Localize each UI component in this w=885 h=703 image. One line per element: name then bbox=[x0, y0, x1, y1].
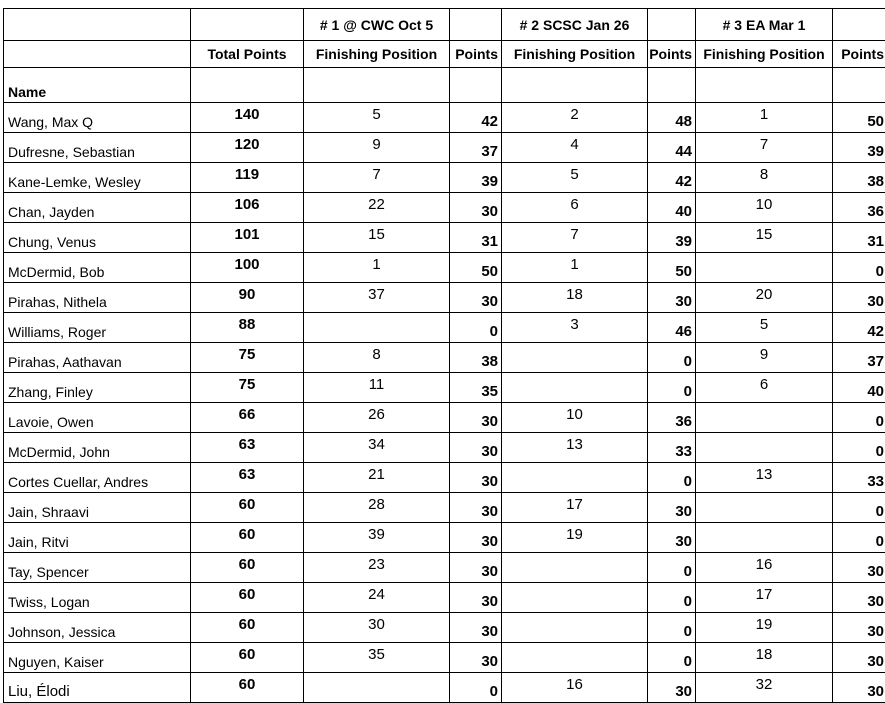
event3-title: # 3 EA Mar 1 bbox=[696, 9, 833, 41]
event1-position: 11 bbox=[304, 373, 450, 403]
event1-points: 30 bbox=[450, 193, 502, 223]
event3-points: 39 bbox=[833, 133, 885, 163]
finishing-position-header: Finishing Position bbox=[502, 41, 648, 68]
event2-position: 6 bbox=[502, 193, 648, 223]
event3-points: 38 bbox=[833, 163, 885, 193]
event1-position: 22 bbox=[304, 193, 450, 223]
player-name: Cortes Cuellar, Andres bbox=[4, 463, 191, 493]
event2-points: 33 bbox=[648, 433, 696, 463]
event1-position: 39 bbox=[304, 523, 450, 553]
event3-position: 15 bbox=[696, 223, 833, 253]
event3-points: 0 bbox=[833, 493, 885, 523]
event1-position: 26 bbox=[304, 403, 450, 433]
player-name: Jain, Shraavi bbox=[4, 493, 191, 523]
player-name: Zhang, Finley bbox=[4, 373, 191, 403]
event1-points: 35 bbox=[450, 373, 502, 403]
player-name: Dufresne, Sebastian bbox=[4, 133, 191, 163]
player-name: Tay, Spencer bbox=[4, 553, 191, 583]
total-points: 140 bbox=[191, 103, 304, 133]
event1-points: 39 bbox=[450, 163, 502, 193]
event2-position bbox=[502, 343, 648, 373]
total-points: 60 bbox=[191, 583, 304, 613]
event3-points: 42 bbox=[833, 313, 885, 343]
player-name: McDermid, John bbox=[4, 433, 191, 463]
total-points: 75 bbox=[191, 373, 304, 403]
event3-points: 31 bbox=[833, 223, 885, 253]
table-row bbox=[4, 553, 885, 583]
event3-position: 16 bbox=[696, 553, 833, 583]
player-name: Pirahas, Aathavan bbox=[4, 343, 191, 373]
event2-points: 0 bbox=[648, 643, 696, 673]
event3-position: 20 bbox=[696, 283, 833, 313]
event1-points: 30 bbox=[450, 523, 502, 553]
standings-table bbox=[3, 8, 885, 703]
player-name: Liu, Élodi bbox=[4, 673, 191, 703]
event2-position: 19 bbox=[502, 523, 648, 553]
table-row bbox=[4, 463, 885, 493]
total-points: 90 bbox=[191, 283, 304, 313]
event1-position: 23 bbox=[304, 553, 450, 583]
event3-position: 18 bbox=[696, 643, 833, 673]
event2-position: 13 bbox=[502, 433, 648, 463]
event1-points: 30 bbox=[450, 583, 502, 613]
event2-points: 40 bbox=[648, 193, 696, 223]
blank-cell bbox=[648, 9, 696, 41]
event2-points: 0 bbox=[648, 373, 696, 403]
event2-points: 44 bbox=[648, 133, 696, 163]
event3-points: 30 bbox=[833, 583, 885, 613]
event3-points: 36 bbox=[833, 193, 885, 223]
blank-cell bbox=[833, 9, 885, 41]
table-row bbox=[4, 313, 885, 343]
event1-points: 38 bbox=[450, 343, 502, 373]
event1-position: 28 bbox=[304, 493, 450, 523]
player-name: Wang, Max Q bbox=[4, 103, 191, 133]
blank-cell bbox=[648, 68, 696, 103]
event3-points: 30 bbox=[833, 613, 885, 643]
event1-points: 30 bbox=[450, 643, 502, 673]
event3-position bbox=[696, 523, 833, 553]
event1-position: 21 bbox=[304, 463, 450, 493]
event1-position: 15 bbox=[304, 223, 450, 253]
blank-cell bbox=[304, 68, 450, 103]
event2-points: 42 bbox=[648, 163, 696, 193]
event2-position bbox=[502, 553, 648, 583]
event1-points: 30 bbox=[450, 613, 502, 643]
blank-cell bbox=[4, 9, 191, 41]
event3-points: 0 bbox=[833, 403, 885, 433]
event3-position: 6 bbox=[696, 373, 833, 403]
total-points: 101 bbox=[191, 223, 304, 253]
event2-points: 30 bbox=[648, 283, 696, 313]
event2-points: 0 bbox=[648, 463, 696, 493]
event2-position: 18 bbox=[502, 283, 648, 313]
finishing-position-header: Finishing Position bbox=[304, 41, 450, 68]
table-row bbox=[4, 403, 885, 433]
event3-points: 30 bbox=[833, 553, 885, 583]
event3-position bbox=[696, 403, 833, 433]
event1-points: 42 bbox=[450, 103, 502, 133]
table-row bbox=[4, 133, 885, 163]
event1-points: 30 bbox=[450, 433, 502, 463]
player-name: Twiss, Logan bbox=[4, 583, 191, 613]
event2-position bbox=[502, 613, 648, 643]
total-points: 63 bbox=[191, 463, 304, 493]
player-name: Chan, Jayden bbox=[4, 193, 191, 223]
event1-position: 8 bbox=[304, 343, 450, 373]
table-row bbox=[4, 343, 885, 373]
event2-position bbox=[502, 643, 648, 673]
event2-position bbox=[502, 463, 648, 493]
column-header-row bbox=[4, 41, 885, 68]
total-points: 60 bbox=[191, 523, 304, 553]
table-row bbox=[4, 283, 885, 313]
points-header: Points bbox=[833, 41, 885, 68]
event2-points: 39 bbox=[648, 223, 696, 253]
event3-position: 32 bbox=[696, 673, 833, 703]
player-name: Kane-Lemke, Wesley bbox=[4, 163, 191, 193]
blank-cell bbox=[4, 41, 191, 68]
event2-position: 1 bbox=[502, 253, 648, 283]
total-points: 63 bbox=[191, 433, 304, 463]
event1-points: 30 bbox=[450, 283, 502, 313]
total-points: 66 bbox=[191, 403, 304, 433]
event3-position: 10 bbox=[696, 193, 833, 223]
event2-points: 36 bbox=[648, 403, 696, 433]
event3-points: 0 bbox=[833, 523, 885, 553]
table-row bbox=[4, 493, 885, 523]
event2-points: 0 bbox=[648, 553, 696, 583]
total-points: 60 bbox=[191, 673, 304, 703]
total-points: 60 bbox=[191, 613, 304, 643]
event-header-row bbox=[4, 9, 885, 41]
table-row bbox=[4, 613, 885, 643]
player-name: Pirahas, Nithela bbox=[4, 283, 191, 313]
total-points: 88 bbox=[191, 313, 304, 343]
event2-position bbox=[502, 583, 648, 613]
event3-position: 19 bbox=[696, 613, 833, 643]
event2-position: 4 bbox=[502, 133, 648, 163]
player-name: McDermid, Bob bbox=[4, 253, 191, 283]
table-row bbox=[4, 103, 885, 133]
event1-position bbox=[304, 673, 450, 703]
event3-points: 50 bbox=[833, 103, 885, 133]
blank-cell bbox=[696, 68, 833, 103]
event2-position: 7 bbox=[502, 223, 648, 253]
total-points: 60 bbox=[191, 643, 304, 673]
event1-title: # 1 @ CWC Oct 5 bbox=[304, 9, 450, 41]
event3-position bbox=[696, 433, 833, 463]
event1-position: 9 bbox=[304, 133, 450, 163]
event3-points: 40 bbox=[833, 373, 885, 403]
standings-rows bbox=[4, 103, 885, 703]
points-header: Points bbox=[648, 41, 696, 68]
table-row bbox=[4, 583, 885, 613]
event2-position: 16 bbox=[502, 673, 648, 703]
event2-points: 48 bbox=[648, 103, 696, 133]
event3-position: 17 bbox=[696, 583, 833, 613]
blank-cell bbox=[450, 9, 502, 41]
event1-points: 30 bbox=[450, 493, 502, 523]
table-row bbox=[4, 433, 885, 463]
blank-cell bbox=[191, 68, 304, 103]
event2-points: 30 bbox=[648, 673, 696, 703]
event2-points: 0 bbox=[648, 343, 696, 373]
total-points-header: Total Points bbox=[191, 41, 304, 68]
event3-points: 0 bbox=[833, 433, 885, 463]
blank-cell bbox=[450, 68, 502, 103]
event1-points: 30 bbox=[450, 463, 502, 493]
player-name: Johnson, Jessica bbox=[4, 613, 191, 643]
name-label-row bbox=[4, 68, 885, 103]
event3-position: 9 bbox=[696, 343, 833, 373]
player-name: Chung, Venus bbox=[4, 223, 191, 253]
total-points: 106 bbox=[191, 193, 304, 223]
event1-position: 7 bbox=[304, 163, 450, 193]
event1-points: 31 bbox=[450, 223, 502, 253]
event1-points: 0 bbox=[450, 313, 502, 343]
points-header: Points bbox=[450, 41, 502, 68]
event2-position: 5 bbox=[502, 163, 648, 193]
event3-points: 30 bbox=[833, 643, 885, 673]
event2-position: 10 bbox=[502, 403, 648, 433]
event1-points: 50 bbox=[450, 253, 502, 283]
total-points: 120 bbox=[191, 133, 304, 163]
event1-points: 37 bbox=[450, 133, 502, 163]
event1-position: 34 bbox=[304, 433, 450, 463]
event3-points: 37 bbox=[833, 343, 885, 373]
blank-cell bbox=[191, 9, 304, 41]
table-row bbox=[4, 673, 885, 703]
event3-position: 13 bbox=[696, 463, 833, 493]
table-row bbox=[4, 373, 885, 403]
event2-position: 17 bbox=[502, 493, 648, 523]
event2-points: 30 bbox=[648, 523, 696, 553]
player-name: Nguyen, Kaiser bbox=[4, 643, 191, 673]
event2-points: 30 bbox=[648, 493, 696, 523]
table-row bbox=[4, 193, 885, 223]
total-points: 75 bbox=[191, 343, 304, 373]
event3-position: 1 bbox=[696, 103, 833, 133]
event3-position: 5 bbox=[696, 313, 833, 343]
event3-points: 33 bbox=[833, 463, 885, 493]
blank-cell bbox=[502, 68, 648, 103]
event3-points: 30 bbox=[833, 283, 885, 313]
total-points: 100 bbox=[191, 253, 304, 283]
event1-points: 30 bbox=[450, 403, 502, 433]
event1-position bbox=[304, 313, 450, 343]
player-name: Jain, Ritvi bbox=[4, 523, 191, 553]
event3-position bbox=[696, 493, 833, 523]
table-row bbox=[4, 163, 885, 193]
event2-position: 3 bbox=[502, 313, 648, 343]
event2-points: 50 bbox=[648, 253, 696, 283]
player-name: Williams, Roger bbox=[4, 313, 191, 343]
event3-points: 30 bbox=[833, 673, 885, 703]
event1-position: 24 bbox=[304, 583, 450, 613]
table-row bbox=[4, 643, 885, 673]
event1-position: 1 bbox=[304, 253, 450, 283]
total-points: 60 bbox=[191, 553, 304, 583]
event3-position bbox=[696, 253, 833, 283]
name-header: Name bbox=[4, 68, 191, 103]
event3-position: 7 bbox=[696, 133, 833, 163]
event1-position: 30 bbox=[304, 613, 450, 643]
event1-points: 30 bbox=[450, 553, 502, 583]
event1-position: 5 bbox=[304, 103, 450, 133]
table-row bbox=[4, 253, 885, 283]
finishing-position-header: Finishing Position bbox=[696, 41, 833, 68]
blank-cell bbox=[833, 68, 885, 103]
event2-points: 46 bbox=[648, 313, 696, 343]
event2-title: # 2 SCSC Jan 26 bbox=[502, 9, 648, 41]
total-points: 119 bbox=[191, 163, 304, 193]
table-row bbox=[4, 523, 885, 553]
event2-points: 0 bbox=[648, 613, 696, 643]
total-points: 60 bbox=[191, 493, 304, 523]
player-name: Lavoie, Owen bbox=[4, 403, 191, 433]
table-row bbox=[4, 223, 885, 253]
event2-points: 0 bbox=[648, 583, 696, 613]
event3-points: 0 bbox=[833, 253, 885, 283]
event3-position: 8 bbox=[696, 163, 833, 193]
event1-points: 0 bbox=[450, 673, 502, 703]
event2-position: 2 bbox=[502, 103, 648, 133]
event1-position: 37 bbox=[304, 283, 450, 313]
event1-position: 35 bbox=[304, 643, 450, 673]
event2-position bbox=[502, 373, 648, 403]
